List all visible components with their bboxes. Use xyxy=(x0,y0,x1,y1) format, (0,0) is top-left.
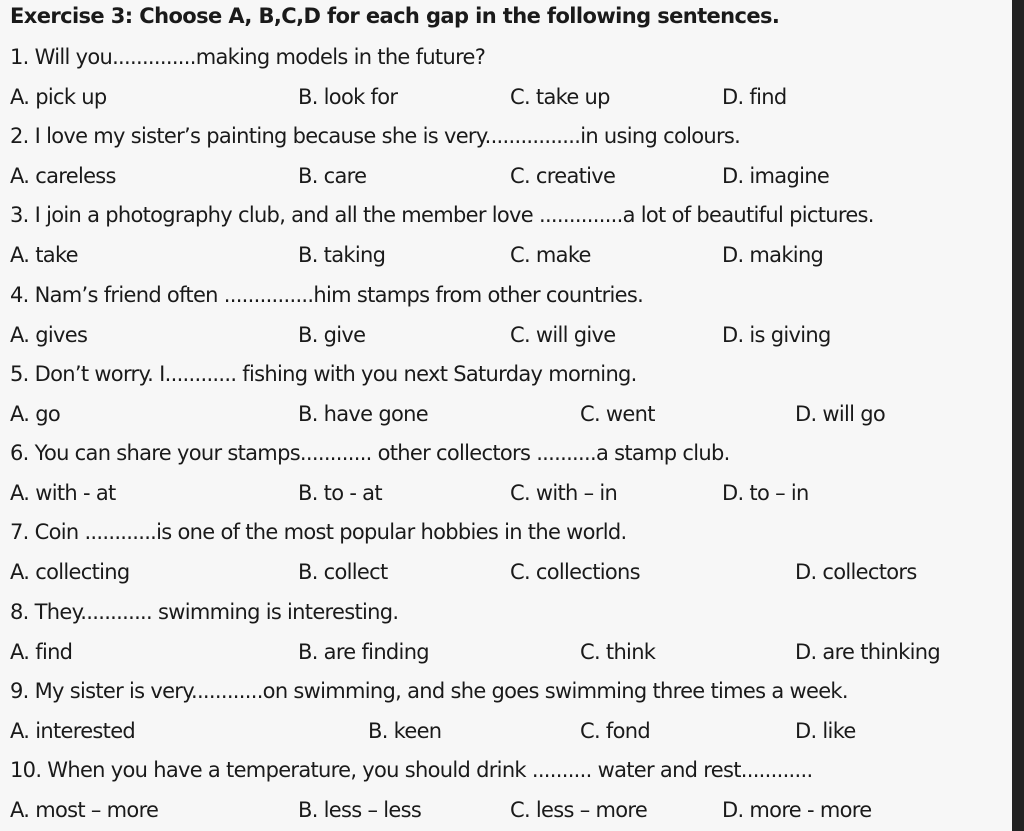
q3-option-b: B. taking xyxy=(298,243,386,267)
q7-option-c: C. collections xyxy=(510,560,640,584)
q6-option-c: C. with – in xyxy=(510,481,618,505)
q4-option-a: A. gives xyxy=(10,323,88,347)
q10-option-b: B. less – less xyxy=(298,798,422,822)
q5-option-a: A. go xyxy=(10,402,61,426)
q7-option-d: D. collectors xyxy=(795,560,917,584)
q8-option-d: D. are thinking xyxy=(795,640,940,664)
q2-option-d: D. imagine xyxy=(722,164,830,188)
question-3: 3. I join a photography club, and all the member love ..............a lot of beautiful pictures. xyxy=(10,203,874,227)
question-4: 4. Nam’s friend often ...............him stamps from other countries. xyxy=(10,283,644,307)
q2-option-c: C. creative xyxy=(510,164,616,188)
scan-edge xyxy=(1012,0,1024,831)
q10-option-c: C. less – more xyxy=(510,798,648,822)
q5-option-c: C. went xyxy=(580,402,655,426)
q6-option-d: D. to – in xyxy=(722,481,809,505)
q3-option-c: C. make xyxy=(510,243,591,267)
q10-option-a: A. most – more xyxy=(10,798,159,822)
q4-option-b: B. give xyxy=(298,323,366,347)
q4-option-c: C. will give xyxy=(510,323,616,347)
q9-option-b: B. keen xyxy=(368,719,442,743)
q5-option-d: D. will go xyxy=(795,402,886,426)
q8-option-b: B. are finding xyxy=(298,640,429,664)
question-1: 1. Will you..............making models in the future? xyxy=(10,45,486,69)
question-5: 5. Don’t worry. I............ fishing with you next Saturday morning. xyxy=(10,362,637,386)
q1-option-b: B. look for xyxy=(298,85,398,109)
q5-option-b: B. have gone xyxy=(298,402,428,426)
q6-option-b: B. to - at xyxy=(298,481,382,505)
q9-option-d: D. like xyxy=(795,719,856,743)
q2-option-a: A. careless xyxy=(10,164,116,188)
q1-option-c: C. take up xyxy=(510,85,610,109)
q7-option-b: B. collect xyxy=(298,560,388,584)
question-8: 8. They............ swimming is interesting. xyxy=(10,600,399,624)
q9-option-a: A. interested xyxy=(10,719,136,743)
q3-option-d: D. making xyxy=(722,243,824,267)
q6-option-a: A. with - at xyxy=(10,481,116,505)
q4-option-d: D. is giving xyxy=(722,323,831,347)
exercise-title: Exercise 3: Choose A, B,C,D for each gap in the following sentences. xyxy=(10,4,780,28)
q7-option-a: A. collecting xyxy=(10,560,130,584)
q1-option-d: D. find xyxy=(722,85,787,109)
q2-option-b: B. care xyxy=(298,164,367,188)
q8-option-c: C. think xyxy=(580,640,656,664)
question-2: 2. I love my sister’s painting because she is very................in using colours. xyxy=(10,124,741,148)
question-10: 10. When you have a temperature, you should drink .......... water and rest............ xyxy=(10,758,813,782)
q8-option-a: A. find xyxy=(10,640,73,664)
question-6: 6. You can share your stamps............ other collectors ..........a stamp club. xyxy=(10,441,730,465)
question-7: 7. Coin ............is one of the most popular hobbies in the world. xyxy=(10,520,627,544)
q1-option-a: A. pick up xyxy=(10,85,107,109)
question-9: 9. My sister is very............on swimming, and she goes swimming three times a week. xyxy=(10,679,848,703)
q10-option-d: D. more - more xyxy=(722,798,872,822)
q9-option-c: C. fond xyxy=(580,719,650,743)
q3-option-a: A. take xyxy=(10,243,78,267)
